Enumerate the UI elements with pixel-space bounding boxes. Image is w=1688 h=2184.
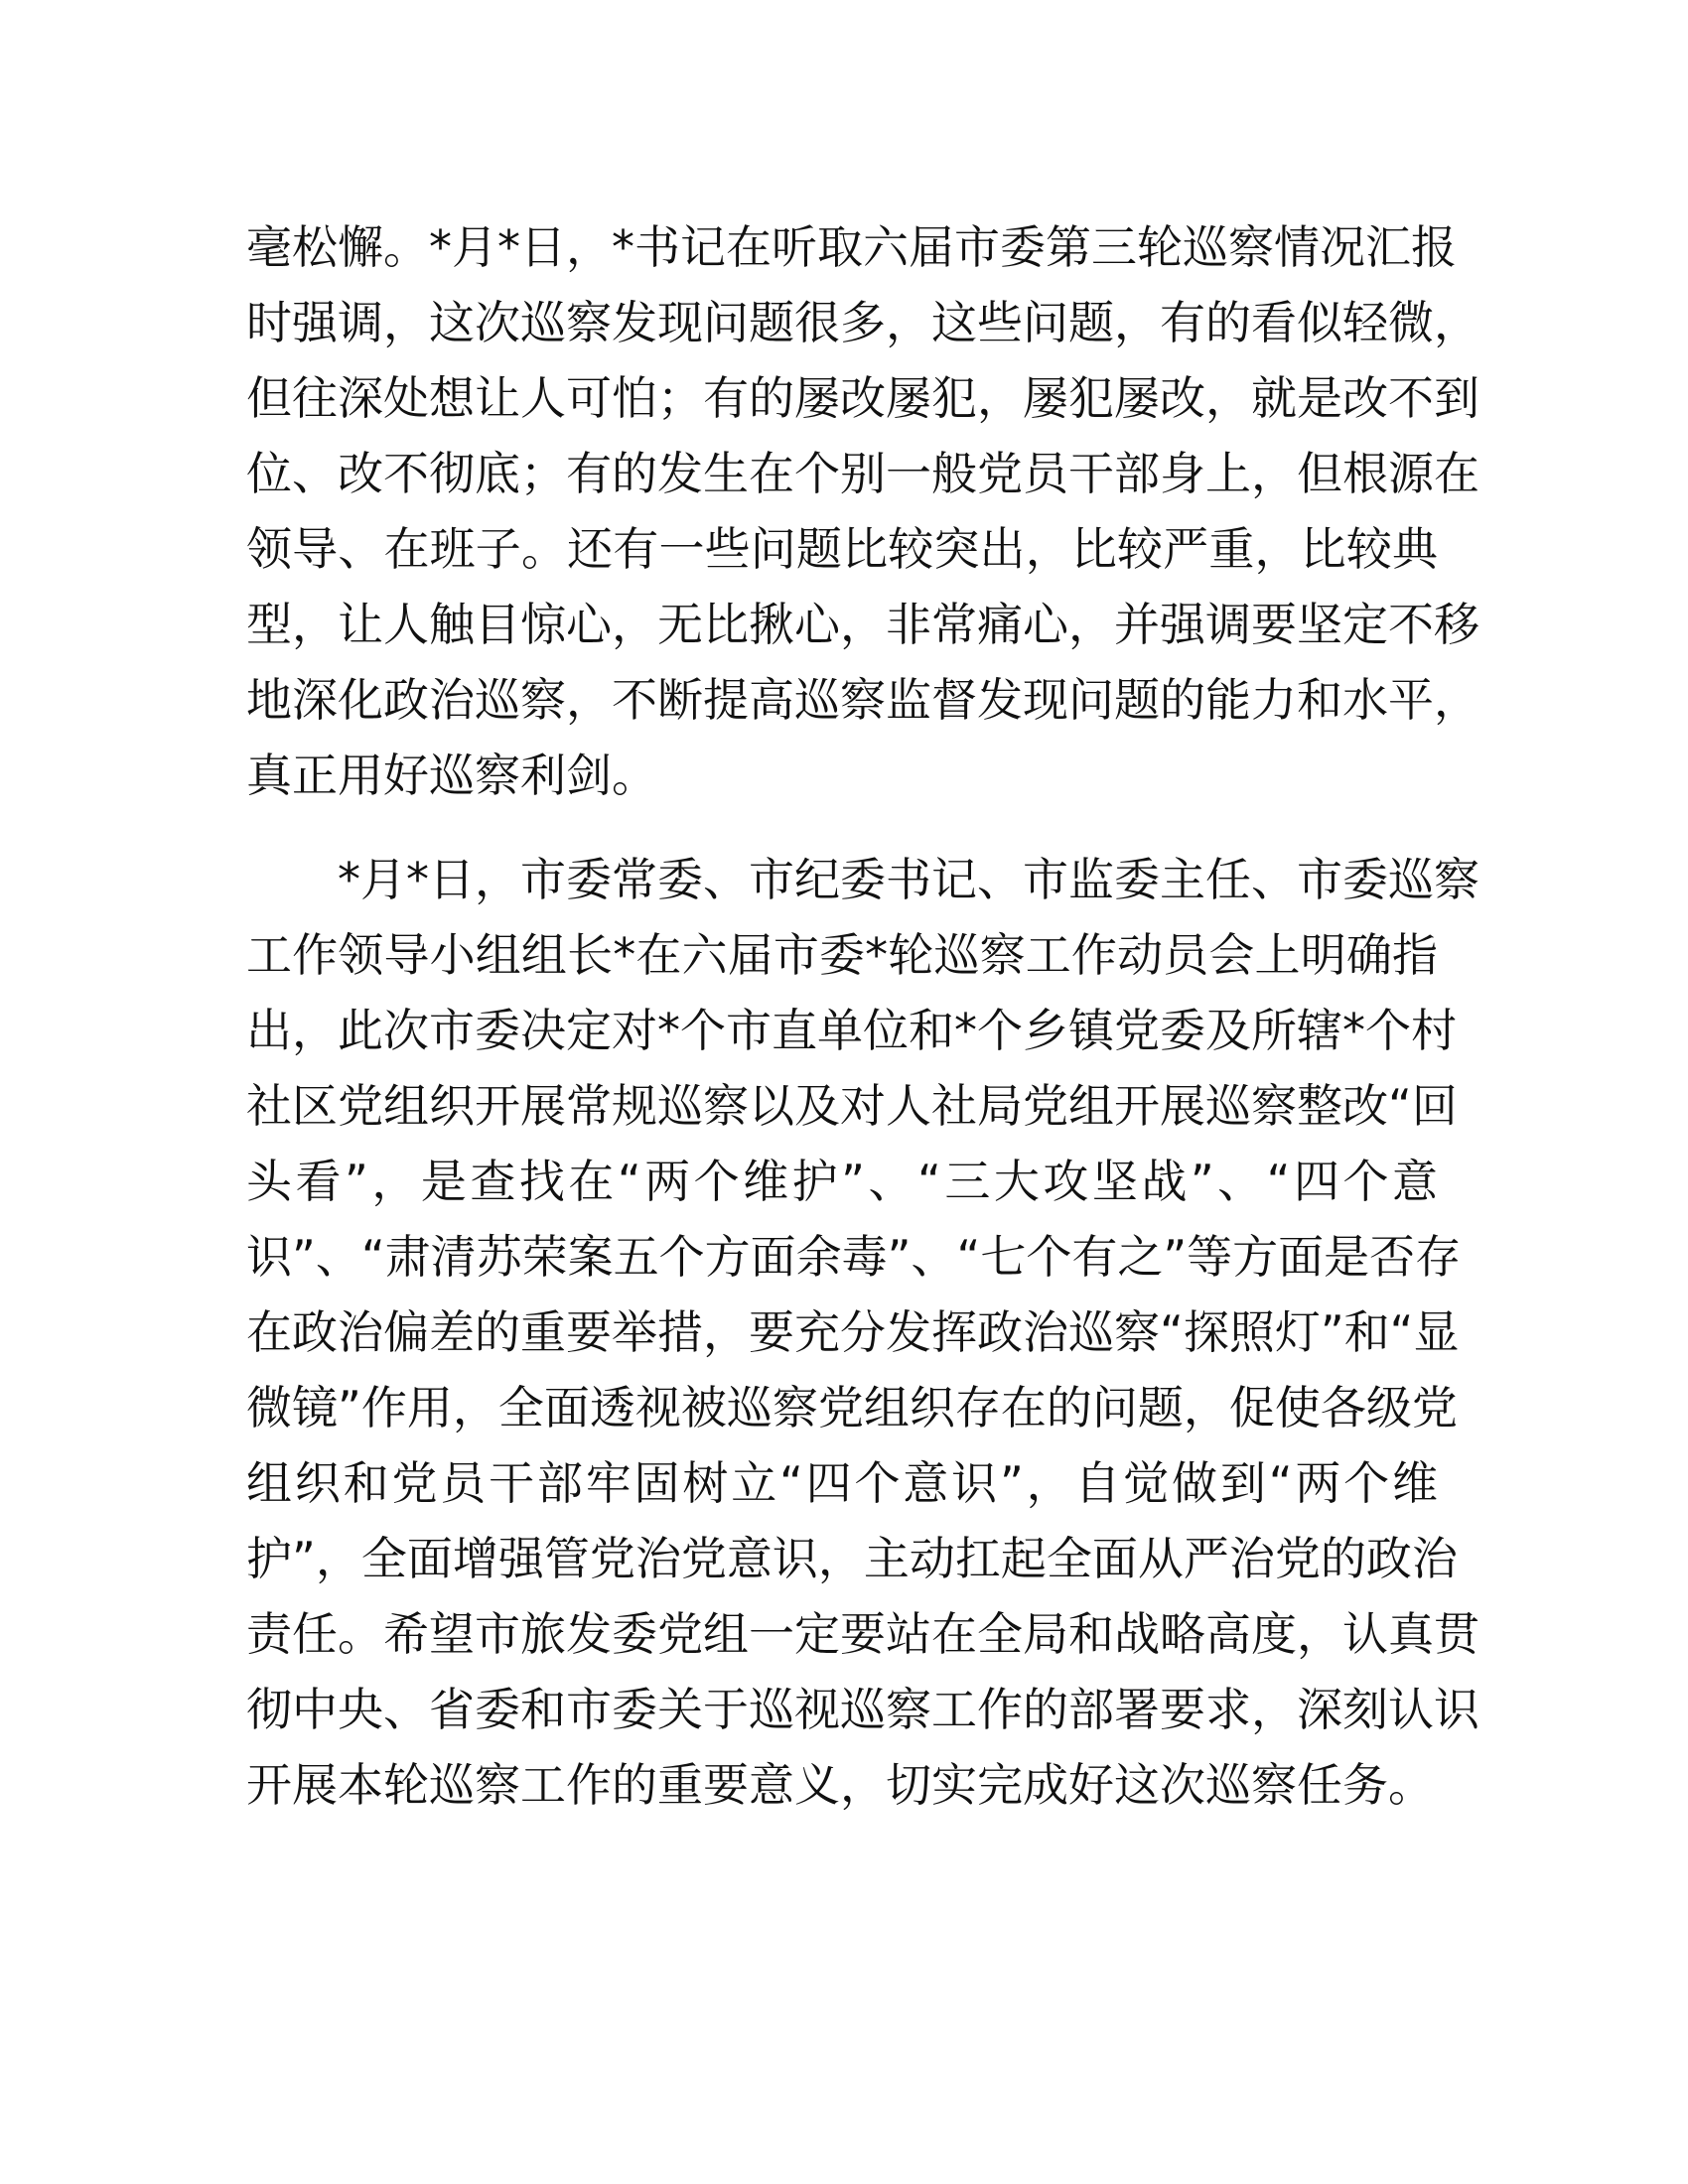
paragraph-line: 时强调，这次巡察发现问题很多，这些问题，有的看似轻微， (246, 296, 1479, 349)
paragraph-line: 社区党组织开展常规巡察以及对人社局党组开展巡察整改“回 (246, 1079, 1458, 1133)
paragraph-line: 真正用好巡察利剑。 (246, 749, 657, 802)
paragraph-2 (246, 842, 1479, 1823)
paragraph-line: 型，让人触目惊心，无比揪心，非常痛心，并强调要坚定不移 (246, 598, 1479, 651)
paragraph-line: 出，此次市委决定对*个市直单位和*个乡镇党委及所辖*个村 (246, 1004, 1457, 1057)
paragraph-line: 地深化政治巡察，不断提高巡察监督发现问题的能力和水平， (246, 673, 1479, 727)
paragraph-line: 责任。希望市旅发委党组一定要站在全局和战略高度，认真贯 (246, 1607, 1479, 1661)
paragraph-line: 头看”，是查找在“两个维护”、“三大攻坚战”、“四个意 (246, 1155, 1438, 1208)
paragraph-line: 毫松懈。*月*日，*书记在听取六届市委第三轮巡察情况汇报 (246, 220, 1457, 274)
paragraph-line: 组织和党员干部牢固树立“四个意识”，自觉做到“两个维 (246, 1456, 1438, 1510)
paragraph-line: 领导、在班子。还有一些问题比较突出，比较严重，比较典 (246, 522, 1438, 576)
paragraph-line: 彻中央、省委和市委关于巡视巡察工作的部署要求，深刻认识 (246, 1683, 1479, 1736)
paragraph-line: 微镜”作用，全面透视被巡察党组织存在的问题，促使各级党 (246, 1381, 1458, 1434)
paragraph-1 (246, 209, 1479, 813)
paragraph-line: 工作领导小组组长*在六届市委*轮巡察工作动员会上明确指 (246, 928, 1438, 982)
paragraph-line: 位、改不彻底；有的发生在个别一般党员干部身上，但根源在 (246, 447, 1479, 500)
paragraph-line: 在政治偏差的重要举措，要充分发挥政治巡察“探照灯”和“显 (246, 1305, 1460, 1359)
paragraph-line: 识”、“肃清苏荣案五个方面余毒”、“七个有之”等方面是否存 (246, 1230, 1462, 1284)
paragraph-line: 护”，全面增强管党治党意识，主动扛起全面从严治党的政治 (246, 1532, 1458, 1585)
paragraph-line: *月*日，市委常委、市纪委书记、市监委主任、市委巡察 (338, 853, 1479, 906)
paragraph-line: 开展本轮巡察工作的重要意义，切实完成好这次巡察任务。 (246, 1758, 1434, 1812)
paragraph-line: 但往深处想让人可怕；有的屡改屡犯，屡犯屡改，就是改不到 (246, 371, 1479, 425)
